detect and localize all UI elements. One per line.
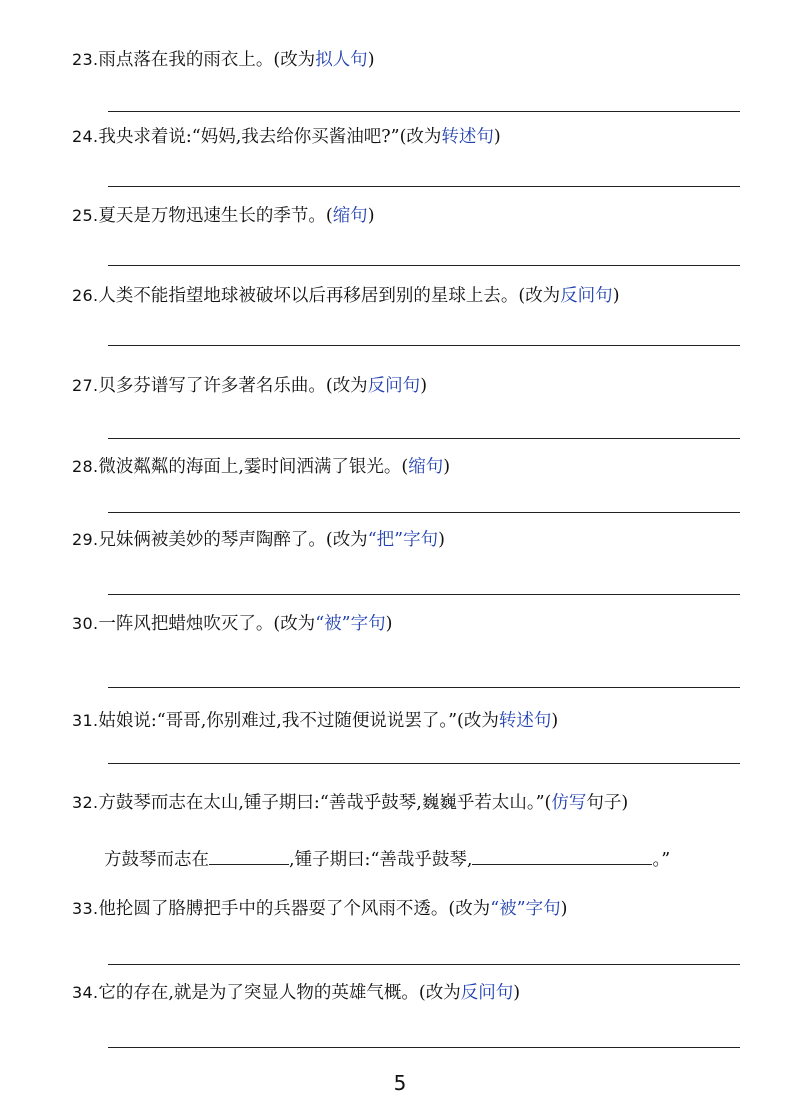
- question-29: [72, 528, 445, 552]
- instruction-prefix: 改为: [332, 530, 368, 550]
- answer-line[interactable]: [108, 265, 740, 266]
- question-30: [72, 612, 392, 636]
- paren-close: ): [612, 286, 620, 306]
- instruction-keyword: 拟人句: [315, 50, 368, 70]
- answer-line[interactable]: [108, 345, 740, 346]
- answer-line[interactable]: [108, 186, 740, 187]
- paren-close: ): [621, 793, 629, 813]
- instruction-prefix: 改为: [425, 983, 461, 1003]
- instruction-prefix: 改为: [406, 127, 442, 147]
- question-number: 25.: [72, 206, 99, 225]
- answer-line[interactable]: [108, 687, 740, 688]
- instruction-prefix: 改为: [455, 899, 491, 919]
- paren-close: ): [560, 899, 568, 919]
- paren-open: (: [273, 50, 281, 70]
- imitation-sentence: [104, 846, 670, 872]
- paren-close: ): [385, 614, 393, 634]
- answer-line[interactable]: [108, 594, 740, 595]
- question-text: 兄妹俩被美妙的琴声陶醉了。: [98, 530, 326, 550]
- paren-open: (: [544, 793, 552, 813]
- paren-open: (: [457, 711, 464, 731]
- question-text: 人类不能指望地球被破坏以后再移居到别的星球上去。: [98, 286, 519, 306]
- question-number: 29.: [72, 530, 99, 549]
- question-number: 30.: [72, 614, 99, 633]
- imitation-part-1: 方鼓琴而志在: [104, 850, 209, 870]
- instruction-prefix: 改为: [463, 711, 499, 731]
- paren-open: (: [273, 614, 281, 634]
- question-27: [72, 374, 427, 398]
- answer-line[interactable]: [108, 111, 740, 112]
- paren-close: ): [367, 206, 375, 226]
- instruction-keyword: 反问句: [560, 286, 613, 306]
- question-32: [72, 791, 628, 815]
- question-number: 33.: [72, 899, 99, 918]
- instruction-keyword: 转述句: [441, 127, 494, 147]
- instruction-keyword: 仿写: [551, 793, 587, 813]
- question-31: [72, 709, 558, 733]
- answer-line[interactable]: [108, 964, 740, 965]
- question-24: [72, 125, 501, 149]
- instruction-keyword: 缩句: [408, 457, 444, 477]
- question-34: [72, 981, 520, 1005]
- question-text: 姑娘说:“哥哥,你别难过,我不过随便说说罢了。”: [98, 711, 458, 731]
- instruction-keyword: 反问句: [460, 983, 514, 1003]
- imitation-blank-2[interactable]: [472, 846, 652, 865]
- question-number: 24.: [72, 127, 99, 146]
- instruction-prefix: 改为: [280, 614, 316, 634]
- paren-close: ): [513, 983, 521, 1003]
- answer-line[interactable]: [108, 1047, 740, 1048]
- instruction-keyword: 反问句: [367, 376, 421, 396]
- instruction-suffix: 句子: [586, 793, 622, 813]
- question-number: 32.: [72, 793, 99, 812]
- page-number: 5: [393, 1071, 407, 1095]
- question-text: 贝多芬谱写了许多著名乐曲。: [98, 376, 326, 396]
- paren-close: ): [367, 50, 375, 70]
- question-23: [72, 48, 375, 72]
- question-number: 26.: [72, 286, 99, 305]
- paren-open: (: [325, 530, 333, 550]
- question-number: 27.: [72, 376, 99, 395]
- paren-open: (: [448, 899, 456, 919]
- paren-open: (: [399, 127, 407, 147]
- instruction-prefix: 改为: [525, 286, 561, 306]
- question-text: 他抡圆了胳膊把手中的兵器耍了个风雨不透。: [98, 899, 449, 919]
- paren-close: ): [551, 711, 559, 731]
- paren-close: ): [420, 376, 428, 396]
- answer-line[interactable]: [108, 763, 740, 764]
- imitation-blank-1[interactable]: [209, 846, 289, 865]
- question-26: [72, 284, 620, 308]
- paren-open: (: [418, 983, 426, 1003]
- paren-open: (: [401, 457, 409, 477]
- question-text: 它的存在,就是为了突显人物的英雄气概。: [98, 983, 419, 1003]
- answer-line[interactable]: [108, 512, 740, 513]
- instruction-keyword: 转述句: [498, 711, 552, 731]
- question-number: 31.: [72, 711, 99, 730]
- instruction-prefix: 改为: [280, 50, 316, 70]
- instruction-keyword: “被”字句: [490, 899, 561, 919]
- imitation-part-2: ,锺子期曰:“善哉乎鼓琴,: [289, 850, 473, 870]
- question-text: 一阵风把蜡烛吹灭了。: [98, 614, 274, 634]
- paren-open: (: [325, 206, 333, 226]
- question-33: [72, 897, 567, 921]
- paren-close: ): [493, 127, 501, 147]
- question-text: 雨点落在我的雨衣上。: [98, 50, 274, 70]
- instruction-keyword: “把”字句: [367, 530, 439, 550]
- question-28: [72, 455, 450, 479]
- imitation-part-3: 。”: [652, 850, 671, 870]
- instruction-keyword: “被”字句: [315, 614, 386, 634]
- answer-line[interactable]: [108, 438, 740, 439]
- instruction-keyword: 缩句: [332, 206, 368, 226]
- paren-close: ): [438, 530, 445, 550]
- question-text: 方鼓琴而志在太山,锺子期曰:“善哉乎鼓琴,巍巍乎若太山。”: [98, 793, 545, 813]
- paren-open: (: [518, 286, 526, 306]
- instruction-prefix: 改为: [332, 376, 368, 396]
- paren-close: ): [443, 457, 451, 477]
- question-text: 微波粼粼的海面上,霎时间洒满了银光。: [98, 457, 402, 477]
- question-number: 28.: [72, 457, 99, 476]
- question-text: 我央求着说:“妈妈,我去给你买酱油吧?”: [98, 127, 400, 147]
- paren-open: (: [325, 376, 333, 396]
- question-number: 23.: [72, 50, 99, 69]
- question-text: 夏天是万物迅速生长的季节。: [98, 206, 326, 226]
- question-number: 34.: [72, 983, 99, 1002]
- question-25: [72, 204, 375, 228]
